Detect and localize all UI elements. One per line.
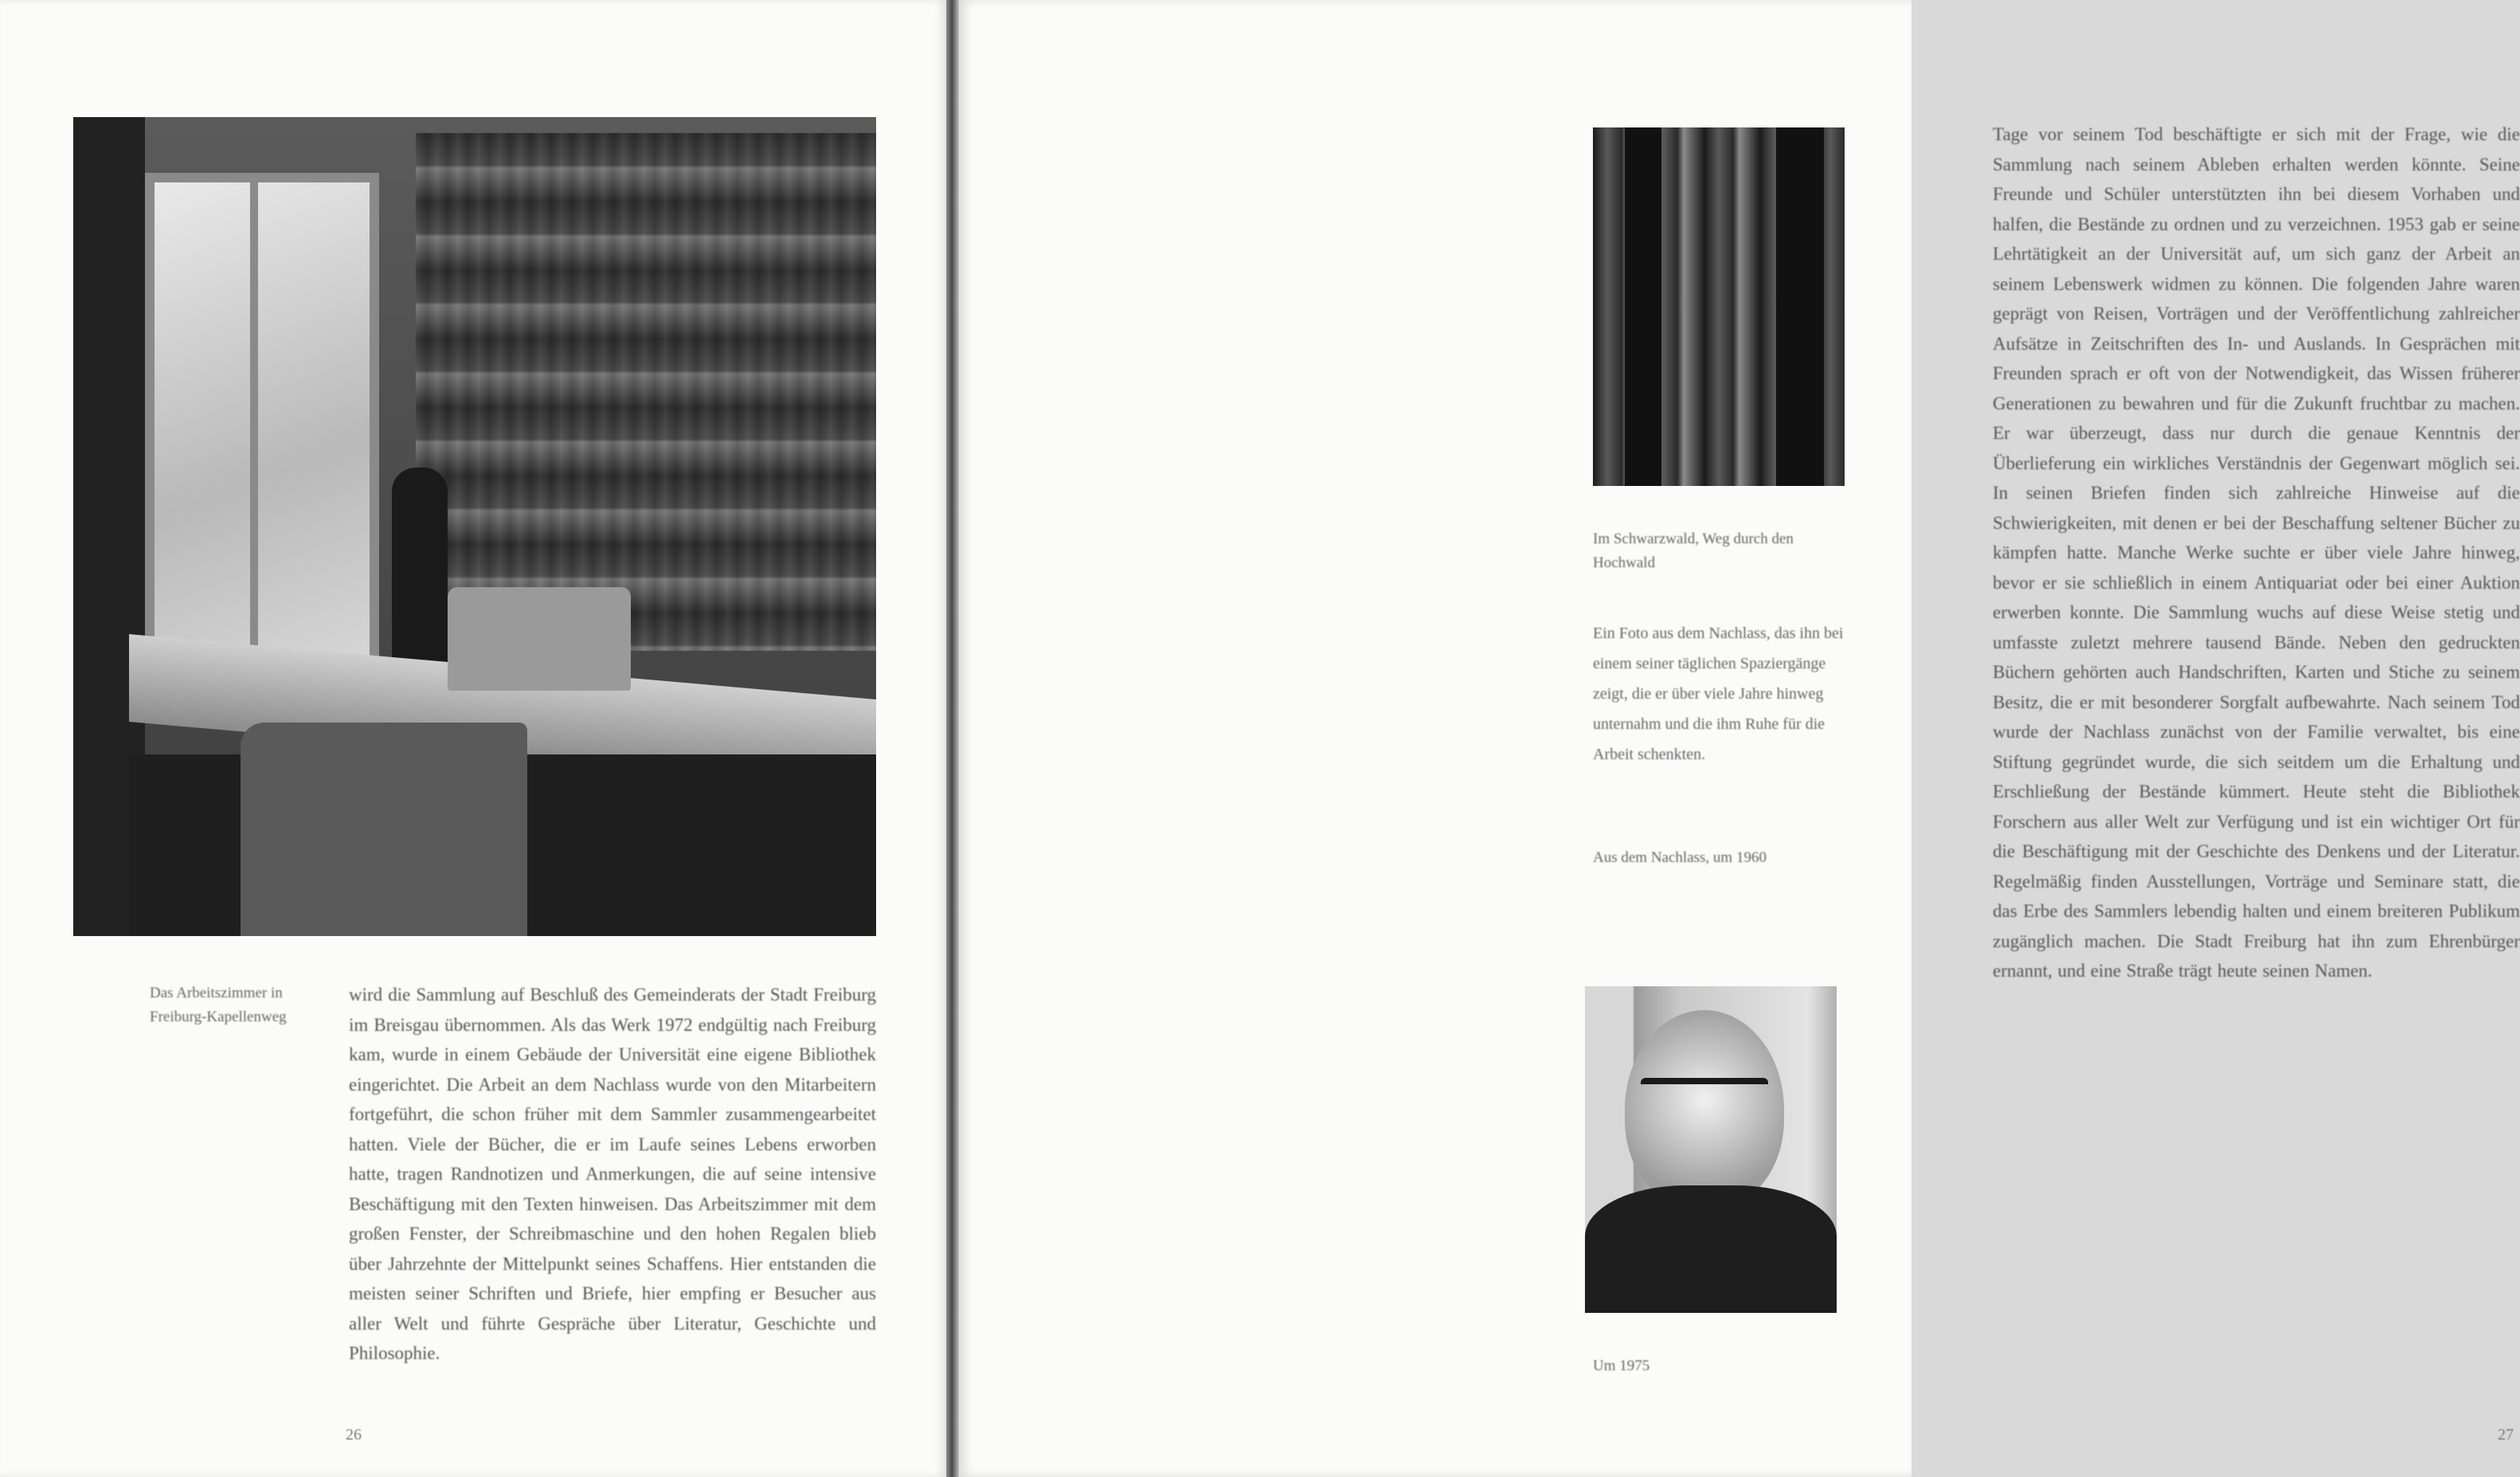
left-page [0, 0, 946, 1477]
photo-caption-bottom: Um 1975 [1593, 1358, 1650, 1374]
page-number-right: 27 [2498, 1426, 2514, 1444]
coat-shape [1585, 1185, 1837, 1313]
book-gutter [946, 0, 959, 1477]
study-room-photo [73, 117, 876, 936]
window-shape [145, 173, 379, 670]
body-text-left: wird die Sammlung auf Beschluß des Gemeinderats der Stadt Freiburg im Breisgau übernommen. Als das Werk 1972 endgültig nach Freiburg kam, wurde in einem Gebäude der Universität eine eigene Bibliothek eingerichtet. Die Arbeit an dem Nachlass wurde von den Mitarbeitern fortgeführt, die schon früher mit dem Sammler zusammengearbeitet hatten. Viele der Bücher, die er im Laufe seines Lebens erworben hatte, tragen Randnotizen und Anmerkungen, die auf seine intensive Beschäftigung mit den Texten hinweisen. Das Arbeitszimmer mit dem großen Fenster, der Schreibmaschine und den hohen Regalen blieb über Jahrzehnte der Mittelpunkt seines Schaffens. Hier entstanden die meisten seiner Schriften und Briefe, hier empfing er Besucher aus aller Welt und führte Gespräche über Literatur, Geschichte und Philosophie. [349, 985, 876, 1363]
tree-trunk-shape [1776, 127, 1824, 486]
side-note-source: Aus dem Nachlass, um 1960 [1593, 849, 1767, 866]
chair-shape [241, 723, 527, 936]
photo-caption-top: Im Schwarzwald, Weg durch den Hochwald [1593, 531, 1794, 571]
side-note: Ein Foto aus dem Nachlass, das ihn bei einem seiner täglichen Spaziergänge zeigt, die er über viele Jahre hinweg unternahm und die ihm Ruhe für die Arbeit schenkten. [1593, 625, 1844, 763]
glasses-shape [1641, 1078, 1768, 1111]
typewriter-shape [448, 587, 631, 691]
page-number-left: 26 [346, 1426, 362, 1444]
photo-caption: Das Arbeitszimmer in Freiburg-Kapellenweg [150, 985, 287, 1025]
portrait-photo [1585, 986, 1837, 1313]
lamp-shape [392, 468, 448, 675]
tree-trunk-shape [1625, 127, 1661, 486]
book-spines-shape [416, 133, 876, 651]
body-text-right: Tage vor seinem Tod beschäftigte er sich mit der Frage, wie die Sammlung nach seinem Ableben erhalten werden könnte. Seine Freunde und Schüler unterstützten ihn bei diesem Vorhaben und halfen, die Bestände zu ordnen und zu verzeichnen. 1953 gab er seine Lehrtätigkeit an der Universität auf, um sich ganz der Arbeit an seinem Lebenswerk widmen zu können. Die folgenden Jahre waren geprägt von Reisen, Vorträgen und der Veröffentlichung zahlreicher Aufsätze in Zeitschriften des In- und Auslands. In Gesprächen mit Freunden sprach er oft von der Notwendigkeit, das Wissen früherer Generationen zu bewahren und für die Zukunft fruchtbar zu machen. Er war überzeugt, dass nur durch die genaue Kenntnis der Überlieferung ein wirkliches Verständnis der Gegenwart möglich sei. In seinen Briefen finden sich zahlreiche Hinweise auf die Schwierigkeiten, mit denen er bei der Beschaffung seltener Bücher zu kämpfen hatte. Manche Werke suchte er über viele Jahre hinweg, bevor er sie schließlich in einem Antiquariat oder bei einer Auktion erwerben konnte. Die Sammlung wuchs auf diese Weise stetig und umfasste zuletzt mehrere tausend Bände. Neben den gedruckten Büchern gehörten auch Handschriften, Karten und Stiche zu seinem Besitz, die er mit besonderer Sorgfalt aufbewahrte. Nach seinem Tod wurde der Nachlass zunächst von der Familie verwaltet, bis eine Stiftung gegründet wurde, die sich seitdem um die Erhaltung und Erschließung der Bestände kümmert. Heute steht die Bibliothek Forschern aus aller Welt zur Verfügung und ist ein wichtiger Ort für die Beschäftigung mit der Geschichte des Denkens und der Literatur. Regelmäßig finden Ausstellungen, Vorträge und Seminare statt, die das Erbe des Sammlers lebendig halten und einem breiteren Publikum zugänglich machen. Die Stadt Freiburg hat ihn zum Ehrenbürger ernannt, und eine Straße trägt heute seinen Namen. [1993, 124, 2520, 981]
forest-path-photo [1593, 127, 1845, 486]
